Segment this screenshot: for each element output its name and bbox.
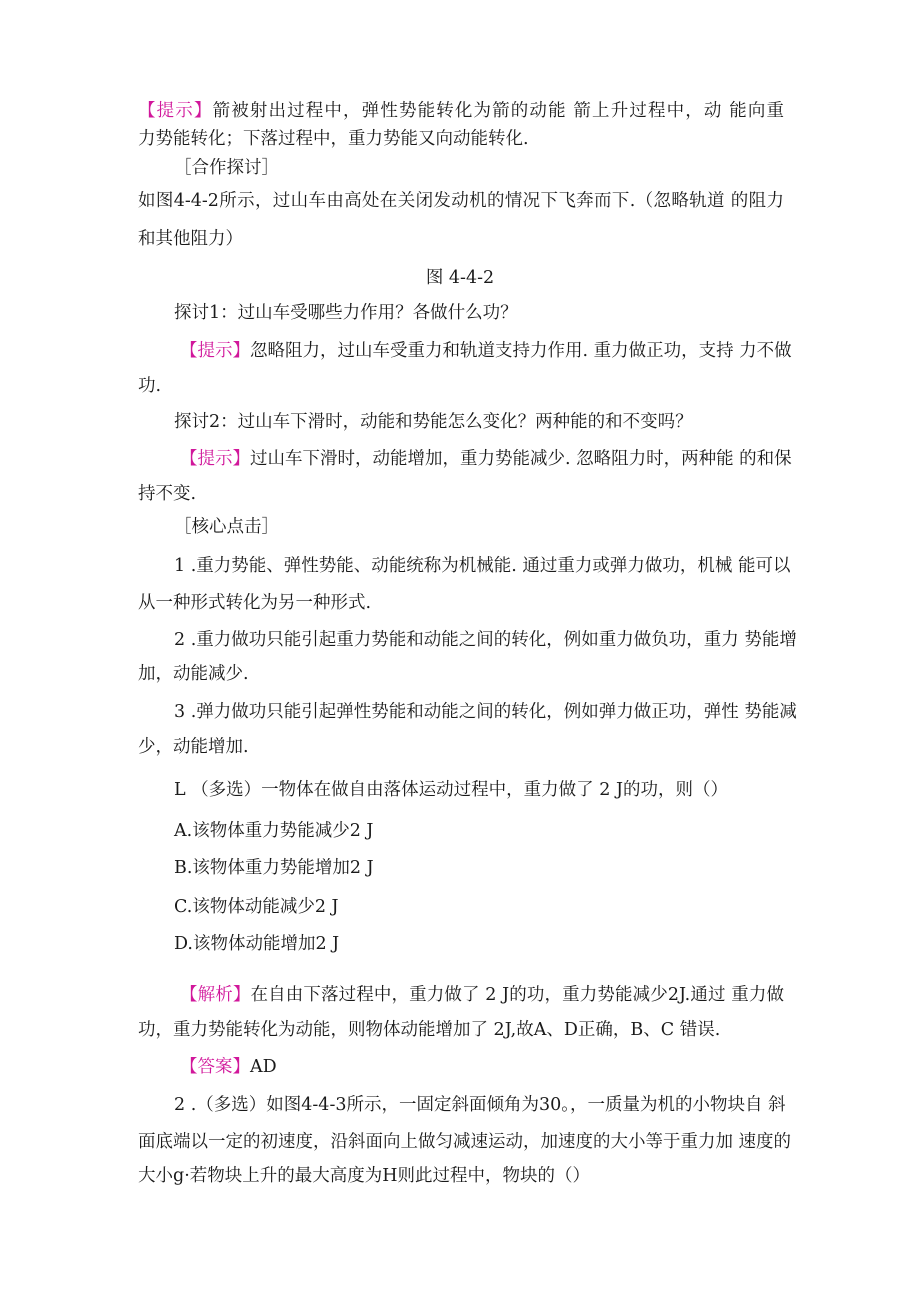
exercise-2-line-3: 大小g·若物块上升的最大高度为H则此过程中，物块的（） xyxy=(138,1166,591,1186)
discussion-question-2: 探讨2：过山车下滑时，动能和势能怎么变化？两种能的和不变吗？ xyxy=(174,412,693,432)
section-heading-core: ［核心点击］ xyxy=(174,517,279,537)
hint-paragraph-2-line-2: 功. xyxy=(138,376,162,396)
hint-paragraph-1-line-1: 【提示】箭被射出过程中，弹性势能转化为箭的动能 箭上升过程中，动 能向重 xyxy=(138,101,785,121)
discussion-intro-line-2: 和其他阻力） xyxy=(138,229,243,249)
exercise-2-line-1: 2 .（多选）如图4-4-3所示，一固定斜面倾角为30。，一质量为机的小物块自 斜 xyxy=(174,1095,786,1115)
exercise-1-option-a: A.该物体重力势能减少2 J xyxy=(174,821,374,841)
exercise-1-analysis-line-2: 功，重力势能转化为动能，则物体动能增加了 2J,故A、D正确，B、C 错误. xyxy=(138,1020,721,1040)
core-point-3-line-1: 3 .弹力做功只能引起弹性势能和动能之间的转化，例如弹力做正功，弹性 势能减 xyxy=(174,702,797,722)
hint-paragraph-3-line-2: 持不变. xyxy=(138,484,197,504)
core-point-3-line-2: 少，动能增加. xyxy=(138,737,249,757)
core-point-1-line-1: 1 .重力势能、弹性势能、动能统称为机械能. 通过重力或弹力做功，机械 能可以 xyxy=(174,556,791,576)
core-point-2-line-1: 2 .重力做功只能引起重力势能和动能之间的转化，例如重力做负功，重力 势能增 xyxy=(174,630,797,650)
analysis-tag: 【解析】 xyxy=(180,985,251,1005)
exercise-1-answer xyxy=(180,1055,277,1079)
hint-tag: 【提示】 xyxy=(180,449,250,469)
hint-paragraph-3-line-1: 【提示】过山车下滑时，动能增加，重力势能减少. 忽略阻力时，两种能 的和保 xyxy=(180,449,792,469)
exercise-1-option-c: C.该物体动能减少2 J xyxy=(174,897,339,917)
section-heading-cooperative: ［合作探讨］ xyxy=(174,158,279,178)
core-point-2-line-2: 加，动能减少. xyxy=(138,664,249,684)
hint-tag: 【提示】 xyxy=(138,101,213,121)
exercise-1-stem: L （多选）一物体在做自由落体运动过程中，重力做了 2 J的功，则（） xyxy=(174,780,728,800)
hint-paragraph-2-line-1: 【提示】忽略阻力，过山车受重力和轨道支持力作用. 重力做正功，支持 力不做 xyxy=(180,341,792,361)
discussion-question-1: 探讨1：过山车受哪些力作用？各做什么功？ xyxy=(174,303,518,323)
core-point-1-line-2: 从一种形式转化为另一种形式. xyxy=(138,593,372,613)
hint-tag: 【提示】 xyxy=(180,341,250,361)
figure-caption: 图 4-4-2 xyxy=(425,268,495,288)
exercise-1-option-b: B.该物体重力势能增加2 J xyxy=(174,858,374,878)
discussion-intro-line-1: 如图4-4-2所示，过山车由高处在关闭发动机的情况下飞奔而下.（忽略轨道 的阻力 xyxy=(138,191,784,211)
answer-tag: 【答案】 xyxy=(180,1057,250,1077)
answer-value: AD xyxy=(250,1057,277,1077)
hint-paragraph-1-line-2: 力势能转化；下落过程中，重力势能又向动能转化. xyxy=(138,129,529,149)
exercise-1-analysis-line-1: 【解析】在自由下落过程中，重力做了 2 J的功，重力势能减少2J.通过 重力做 xyxy=(180,985,784,1005)
exercise-2-line-2: 面底端以一定的初速度，沿斜面向上做匀减速运动，加速度的大小等于重力加 速度的 xyxy=(138,1132,792,1152)
exercise-1-option-d: D.该物体动能增加2 J xyxy=(174,934,340,954)
